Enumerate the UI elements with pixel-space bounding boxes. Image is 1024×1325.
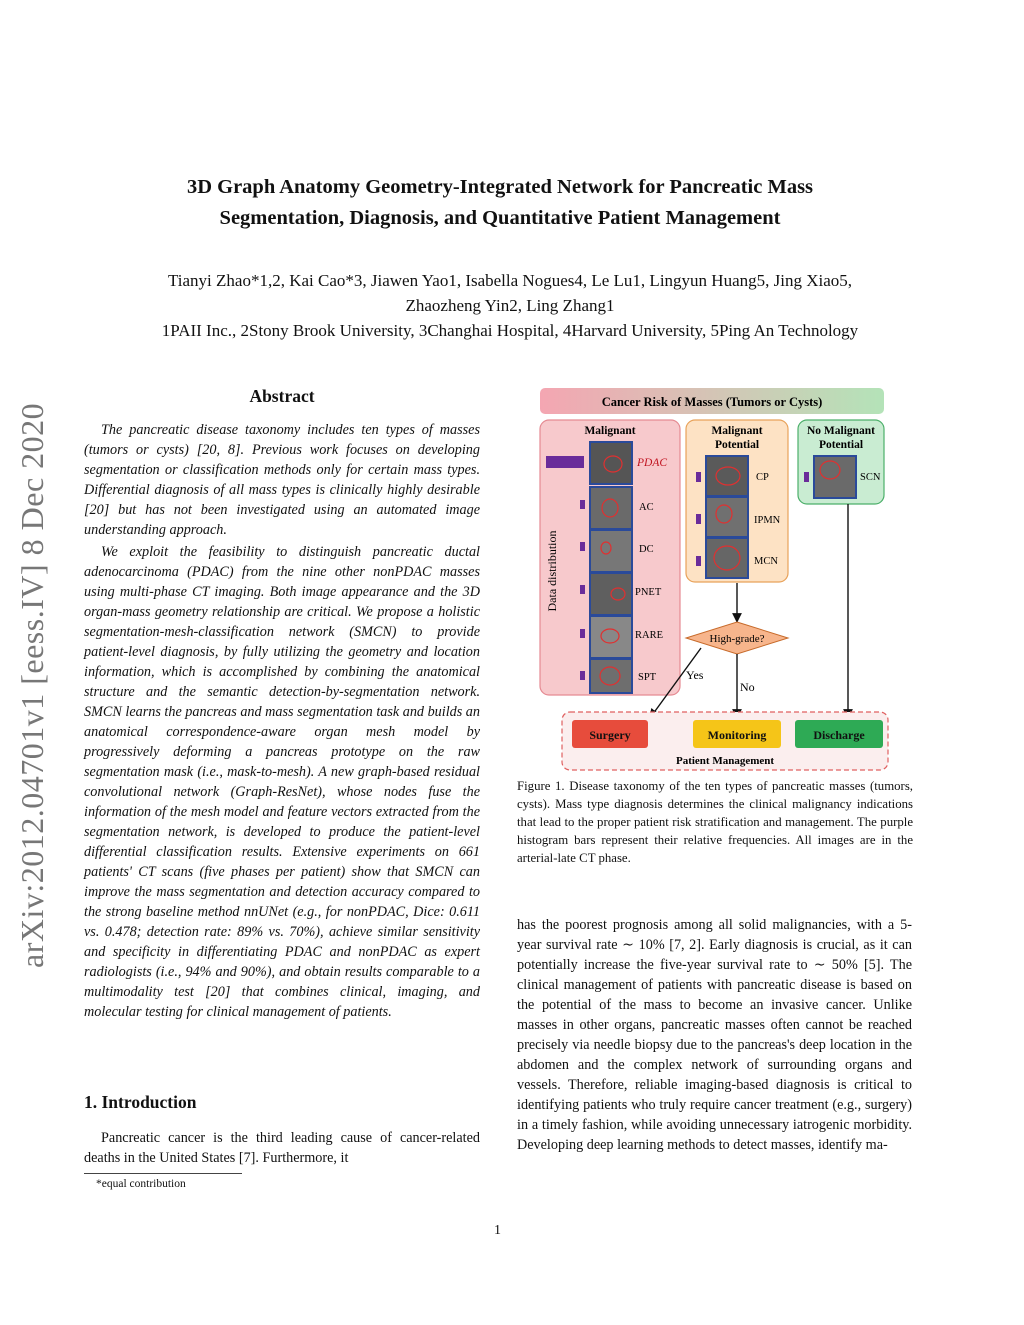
no-label: No [740,680,755,694]
type-label-spt: SPT [638,672,657,683]
ct-image-rare [590,616,632,658]
type-label-dc: DC [639,544,654,555]
histogram-bar-rare [580,629,585,638]
patient-management-label: Patient Management [675,755,775,767]
abstract-heading: Abstract [249,386,315,406]
type-label-mcn: MCN [754,556,778,567]
type-label-cp: CP [756,472,769,483]
author-block [60,268,960,343]
ct-image-pdac [590,442,632,484]
histogram-bar-spt [580,671,585,680]
histogram-bar-mcn [696,556,701,566]
intro-paragraph-1: Pancreatic cancer is the third leading cause of cancer-related deaths in the United States [7]. Furthermore, it [84,1130,480,1166]
ct-image-mcn [706,538,748,578]
histogram-bar-pdac [546,456,584,468]
histogram-bar-ac [580,500,585,509]
ct-image-ac [590,487,632,529]
ct-thumbnails-malignant [590,442,632,693]
decision-label: High-grade? [709,633,765,645]
title-line-2: Segmentation, Diagnosis, and Quantitative Patient Management [219,207,781,229]
section-heading-introduction: 1. Introduction [84,1092,197,1112]
type-label-ipmn: IPMN [754,515,781,526]
potential-heading-line-1: Malignant [711,425,763,437]
none-heading-line-2: Potential [818,439,864,451]
arxiv-stamp: arXiv:2012.04701v1 [eess.IV] 8 Dec 2020 [14,402,50,968]
authors-line-2: Zhaozheng Yin2, Ling Zhang1 [405,296,615,315]
surgery-label: Surgery [589,728,631,742]
footnote-divider [84,1173,242,1174]
figure-1-caption: Figure 1. Disease taxonomy of the ten types of pancreatic masses (tumors, cysts). Mass type diagnosis determines the clinical malignancy indications that lead to the proper patient risk stratification and management. The purple histogram bars represent their relative frequencies. All images are in the arterial-late CT phase. [517,779,913,865]
ct-image-spt [590,659,632,693]
type-label-ac: AC [639,502,654,513]
none-heading-line-1: No Malignant [806,425,876,437]
monitoring-label: Monitoring [707,728,767,742]
abstract-paragraph-2: We exploit the feasibility to distinguish pancreatic ductal adenocarcinoma (PDAC) from the nine other nonPDAC masses using multi-phase CT imaging. Both image appearance and the 3D organ-mass geometry relationship are critical. We propose a holistic segmentation-mesh-classification network (SMCN) to provide patient-level diagnosis, by fully utilizing the geometry and location information, which is accomplished by combining the anatomical structure and the semantic detection-by-segmentation network. SMCN learns the pancreas and mass segmentation task and builds an anatomical correspondence-aware organ mesh model by progressively deforming a pancreas prototype on the raw segmentation mask (i.e., mask-to-mesh). A new graph-based residual convolutional network (Graph-ResNet), whose nodes fuse the information of the mesh model and feature vectors extracted from the segmentation network, is developed to produce the patient-level differential classification results. Extensive experiments on 661 patients' CT scans (five phases per patient) show that SMCN can improve the mass segmentation and detection accuracy compared to the strong baseline method nnUNet (e.g., for nonPDAC, Dice: 0.611 vs. 0.478; detection rate: 89% vs. 70%), achieve similar sensitivity and specificity in differentiating PDAC and nonPDAC as expert radiologists (i.e., 94% and 90%), and obtain results comparable to a multimodality test [20] that combines clinical, imaging, and molecular testing for clinical management of patients. [84,544,480,1020]
ct-image-cp [706,456,748,496]
paper-title [90,172,910,234]
histogram-bar-pnet [580,585,585,594]
type-label-rare: RARE [635,630,664,641]
title-line-1: 3D Graph Anatomy Geometry-Integrated Network for Pancreatic Mass [186,176,814,198]
footnote: *equal contribution [96,1178,186,1190]
figure-header: Cancer Risk of Masses (Tumors or Cysts) [601,395,823,409]
affiliations: 1PAII Inc., 2Stony Brook University, 3Changhai Hospital, 4Harvard University, 5Ping An Technology [161,321,859,340]
ct-image-ipmn [706,497,748,537]
histogram-bar-dc [580,542,585,551]
page-number: 1 [494,1223,501,1238]
intro-right-column: has the poorest prognosis among all solid malignancies, with a 5-year survival rate ∼ 10% [7, 2]. Early diagnosis is crucial, as it can potentially increase the five-year survival rate to ∼ 50% [5]. The clinical management of patients with pancreatic disease is based on the potential of the mass to become an invasive cancer. Unlike masses in other organs, pancreatic masses often cannot be reached precisely via needle biopsy due to the pancreas's deep location in the abdomen and the complex network of surrounding organs and vessels. Therefore, reliable imaging-based diagnosis is critical to identifying patients who truly require cancer treatment (e.g., surgery) in a timely fashion, while avoiding unnecessary iatrogenic morbidity. Developing deep learning methods to detect masses, identify ma- [517,917,912,1153]
authors-line-1: Tianyi Zhao*1,2, Kai Cao*3, Jiawen Yao1, Isabella Nogues4, Le Lu1, Lingyun Huang5, Jing Xiao5, [167,271,852,290]
y-axis-label: Data distribution [545,530,559,612]
malignant-heading: Malignant [584,425,636,437]
histogram-bar-scn [804,472,809,482]
abstract-paragraph-1: The pancreatic disease taxonomy includes ten types of masses (tumors or cysts) [20, 8]. Previous work focuses on developing segmentation or classification methods only for certain mass types. Differential diagnosis of all mass types is clinically highly desirable [20] but has not been investigated using an automated image understanding approach. [84,422,480,538]
type-label-scn: SCN [860,472,881,483]
yes-label: Yes [686,668,704,682]
histogram-bar-cp [696,472,701,482]
type-label-pnet: PNET [635,587,662,598]
histogram-bar-ipmn [696,514,701,524]
type-label-pdac: PDAC [637,457,668,469]
potential-heading-line-2: Potential [714,439,760,451]
discharge-label: Discharge [813,728,865,742]
figure-1-taxonomy-diagram [510,386,896,774]
